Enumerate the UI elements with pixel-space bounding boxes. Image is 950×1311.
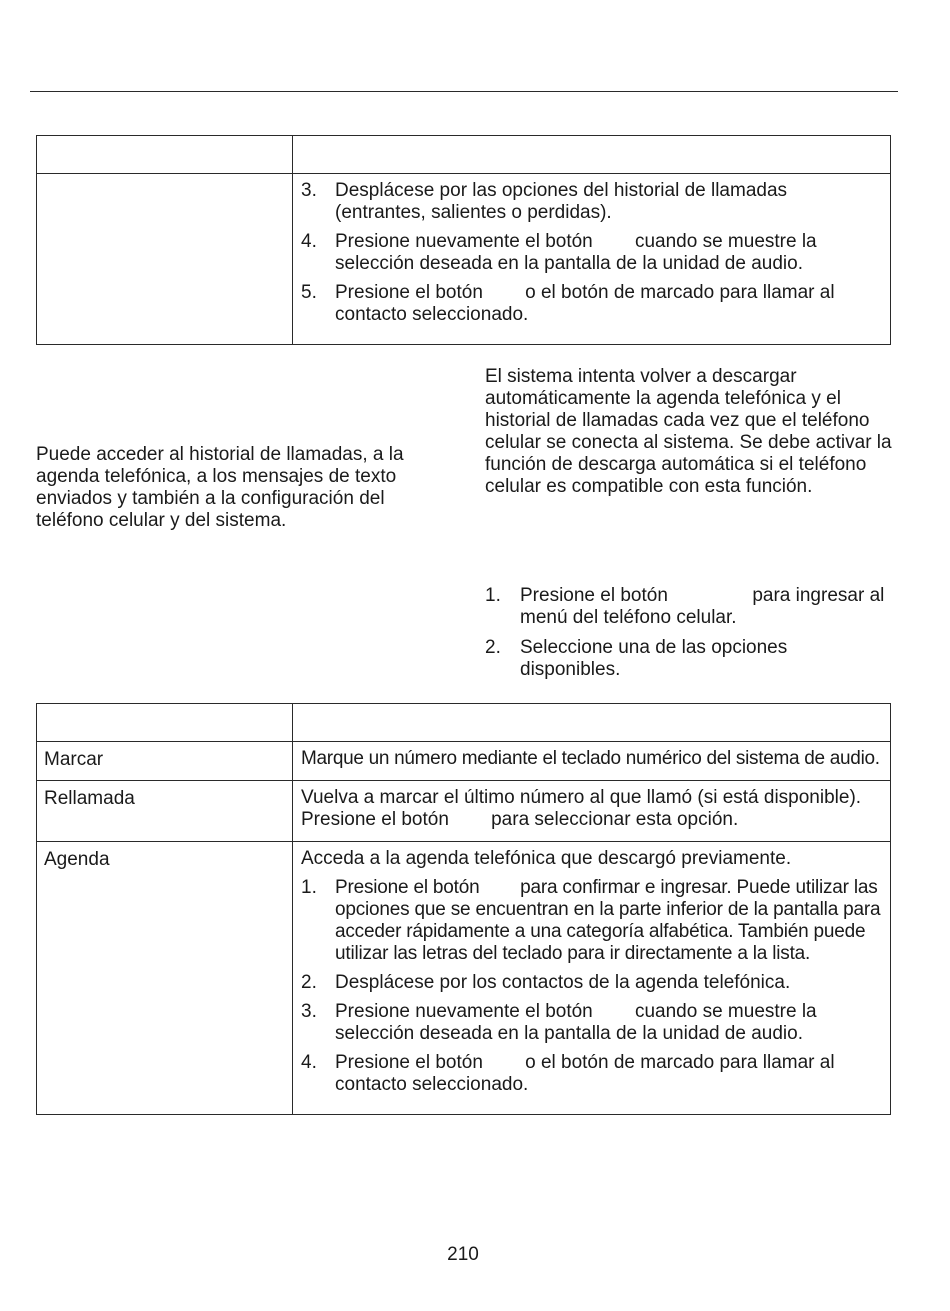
phone-menu-steps [485, 585, 890, 689]
row-content: Vuelva a marcar el último número al que llamó (si está disponible). Presione el botón para seleccionar esta opción. [293, 781, 891, 842]
step-text: Seleccione una de las opciones disponibles. [520, 637, 788, 680]
row-label: Agenda [37, 842, 293, 1115]
list-item [301, 877, 886, 965]
list-item [301, 282, 882, 326]
step-number: 4. [301, 231, 317, 252]
step-number: 3. [301, 180, 317, 201]
step-list [301, 180, 882, 326]
auto-download-paragraph: El sistema intenta volver a descargar automáticamente la agenda telefónica y el historial de llamadas cada vez que el teléfono celular se conecta al sistema. Se debe activar la función de descarga automática si el teléfono celular es compatible con esta función. [485, 366, 892, 497]
step-text: Presione nuevamente el botón cuando se muestre la selección deseada en la pantalla de la unidad de audio. [335, 1001, 822, 1044]
step-number: 1. [301, 877, 317, 898]
call-history-table [36, 135, 891, 345]
table-header-cell [37, 136, 293, 174]
step-text: Presione nuevamente el botón cuando se muestre la selección deseada en la pantalla de la unidad de audio. [335, 231, 822, 274]
table-row [37, 842, 891, 1115]
list-item [485, 585, 890, 629]
table-row [37, 742, 891, 781]
step-number: 2. [301, 972, 317, 993]
row-content: Marque un número mediante el teclado numérico del sistema de audio. [293, 742, 891, 781]
table-header-row [37, 704, 891, 742]
row-intro: Acceda a la agenda telefónica que descargó previamente. [301, 848, 792, 869]
step-text: Presione el botón o el botón de marcado para llamar al contacto seleccionado. [335, 1052, 840, 1095]
row-label [37, 174, 293, 345]
phone-options-table [36, 703, 891, 1115]
table-header-cell [37, 704, 293, 742]
step-number: 2. [485, 637, 501, 658]
list-item [301, 1052, 882, 1096]
list-item [301, 1001, 882, 1045]
step-text: Presione el botón o el botón de marcado para llamar al contacto seleccionado. [335, 282, 840, 325]
table-header-cell [293, 704, 891, 742]
row-content [293, 842, 891, 1115]
step-number: 4. [301, 1052, 317, 1073]
list-item [485, 637, 890, 681]
list-item [301, 180, 882, 224]
step-number: 1. [485, 585, 501, 606]
table-header-row [37, 136, 891, 174]
step-number: 3. [301, 1001, 317, 1022]
row-content [293, 174, 891, 345]
list-item [301, 972, 882, 994]
row-label: Rellamada [37, 781, 293, 842]
step-text: Presione el botón para confirmar e ingresar. Puede utilizar las opciones que se encuentran en la parte inferior de la pantalla para acceder rápidamente a una categoría alfabética. También puede utilizar las letras del teclado para ir directamente a la lista. [335, 877, 886, 964]
step-text: Presione el botón para ingresar al menú del teléfono celular. [520, 585, 890, 628]
step-number: 5. [301, 282, 317, 303]
header-rule [30, 91, 898, 92]
table-row [37, 174, 891, 345]
phone-menu-paragraph: Puede acceder al historial de llamadas, a la agenda telefónica, a los mensajes de texto enviados y también a la configuración del teléfono celular y del sistema. [36, 444, 404, 531]
page-number: 210 [447, 1244, 479, 1265]
step-text: Desplácese por las opciones del historial de llamadas (entrantes, salientes o perdidas). [335, 180, 788, 223]
step-text: Desplácese por los contactos de la agenda telefónica. [335, 972, 791, 993]
row-label: Marcar [37, 742, 293, 781]
table-row [37, 781, 891, 842]
step-list [301, 877, 886, 1096]
list-item [301, 231, 882, 275]
table-header-cell [293, 136, 891, 174]
